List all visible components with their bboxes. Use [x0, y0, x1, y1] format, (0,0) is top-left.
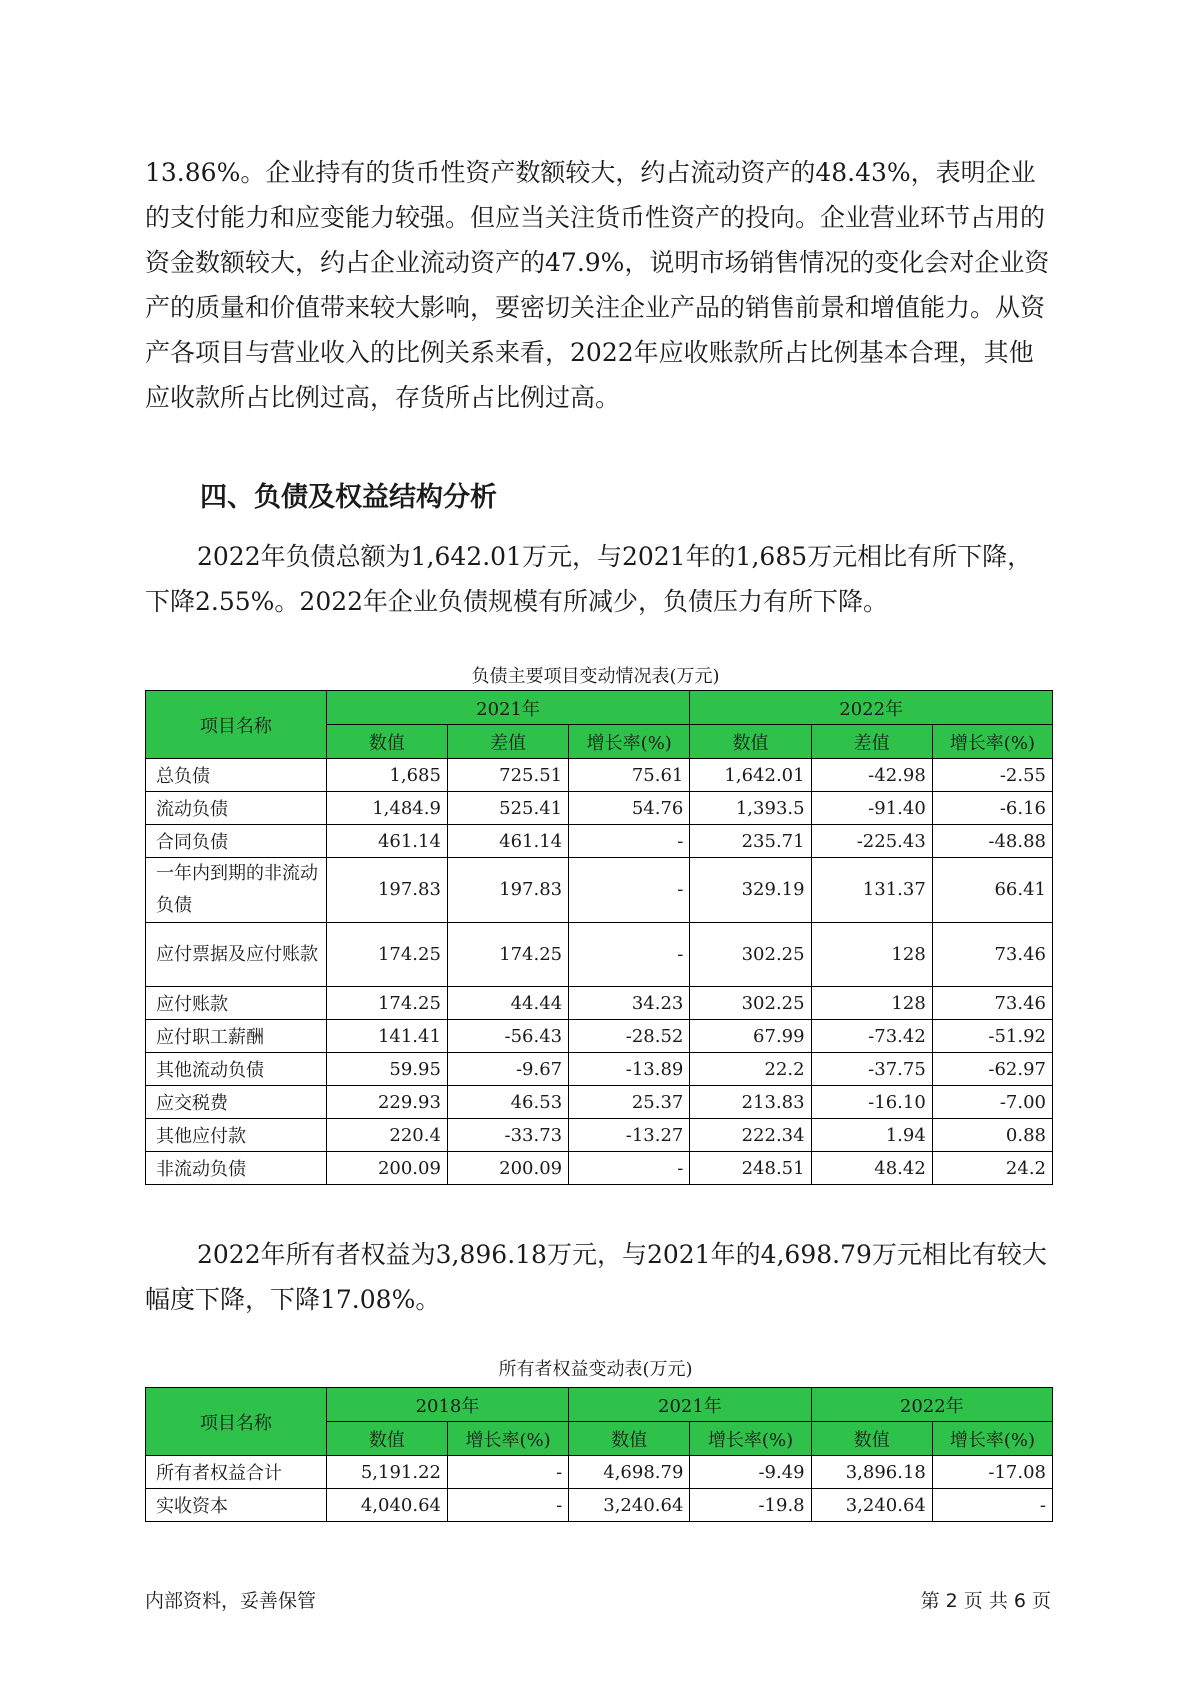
row-item-name: 总负债 [146, 759, 327, 792]
cell-r1: - [569, 825, 690, 858]
header-value: 数值 [326, 1422, 447, 1456]
cell-v1: 461.14 [326, 825, 447, 858]
row-item-name: 合同负债 [146, 825, 327, 858]
row-item-name: 非流动负债 [146, 1152, 327, 1185]
header-value: 数值 [690, 725, 811, 759]
cell-r1: - [447, 1489, 568, 1522]
cell-v2: 302.25 [690, 923, 811, 987]
cell-r2: -62.97 [932, 1053, 1052, 1086]
cell-v2: 213.83 [690, 1086, 811, 1119]
cell-v2: 1,393.5 [690, 792, 811, 825]
cell-d2: -73.42 [811, 1020, 932, 1053]
cell-d1: -9.67 [447, 1053, 568, 1086]
cell-d1: 200.09 [447, 1152, 568, 1185]
cell-r1: 25.37 [569, 1086, 690, 1119]
cell-v3: 3,896.18 [811, 1456, 932, 1489]
header-diff: 差值 [811, 725, 932, 759]
section-heading: 四、负债及权益结构分析 [200, 482, 497, 513]
footer-page-number: 第 2 页 共 6 页 [920, 1590, 1051, 1612]
table-row [146, 759, 1053, 792]
header-year-2018: 2018年 [326, 1388, 568, 1422]
cell-d2: -37.75 [811, 1053, 932, 1086]
cell-v1: 229.93 [326, 1086, 447, 1119]
table-row [146, 1053, 1053, 1086]
table-row [146, 1119, 1053, 1152]
cell-r1: -28.52 [569, 1020, 690, 1053]
liabilities-table-body [146, 759, 1053, 1185]
row-item-name: 实收资本 [146, 1489, 327, 1522]
table-row [146, 987, 1053, 1020]
cell-v1: 174.25 [326, 923, 447, 987]
cell-v3: 3,240.64 [811, 1489, 932, 1522]
paragraph-liability-summary: 2022年负债总额为1,642.01万元，与2021年的1,685万元相比有所下降，下降2.55%。2022年企业负债规模有所减少，负债压力有所下降。 [145, 542, 1033, 616]
cell-r2: -9.49 [690, 1456, 811, 1489]
header-item-name: 项目名称 [146, 691, 327, 759]
cell-d1: 197.83 [447, 858, 568, 923]
cell-v2: 67.99 [690, 1020, 811, 1053]
cell-v1: 141.41 [326, 1020, 447, 1053]
cell-d2: 1.94 [811, 1119, 932, 1152]
cell-r1: - [569, 1152, 690, 1185]
cell-d2: -42.98 [811, 759, 932, 792]
footer-confidential-note: 内部资料，妥善保管 [145, 1590, 317, 1612]
cell-v2: 248.51 [690, 1152, 811, 1185]
cell-d2: 128 [811, 987, 932, 1020]
cell-v2: 222.34 [690, 1119, 811, 1152]
equity-table-body [146, 1456, 1053, 1522]
table-caption-liabilities: 负债主要项目变动情况表(万元) [471, 666, 720, 687]
cell-r2: -48.88 [932, 825, 1052, 858]
cell-d2: -91.40 [811, 792, 932, 825]
row-item-name: 其他流动负债 [146, 1053, 327, 1086]
cell-r3: - [932, 1489, 1052, 1522]
cell-d1: 44.44 [447, 987, 568, 1020]
table-row [146, 1456, 1053, 1489]
row-item-name: 流动负债 [146, 792, 327, 825]
header-value: 数值 [811, 1422, 932, 1456]
cell-r1: - [569, 858, 690, 923]
liabilities-table [145, 690, 1053, 1185]
header-year-2021: 2021年 [326, 691, 690, 725]
header-diff: 差值 [447, 725, 568, 759]
header-year-2022: 2022年 [690, 691, 1053, 725]
header-year-2021: 2021年 [569, 1388, 811, 1422]
cell-r2: -7.00 [932, 1086, 1052, 1119]
table-row [146, 1086, 1053, 1119]
cell-v2: 235.71 [690, 825, 811, 858]
cell-v2: 3,240.64 [569, 1489, 690, 1522]
cell-r2: -2.55 [932, 759, 1052, 792]
row-item-name: 应付账款 [146, 987, 327, 1020]
cell-r2: -19.8 [690, 1489, 811, 1522]
row-item-name: 一年内到期的非流动负债 [146, 858, 327, 923]
cell-v1: 200.09 [326, 1152, 447, 1185]
cell-r2: 73.46 [932, 987, 1052, 1020]
cell-r1: - [569, 923, 690, 987]
cell-r3: -17.08 [932, 1456, 1052, 1489]
header-rate: 增长率(%) [690, 1422, 811, 1456]
header-rate: 增长率(%) [932, 1422, 1052, 1456]
cell-d1: 174.25 [447, 923, 568, 987]
cell-r2: 0.88 [932, 1119, 1052, 1152]
cell-r1: 34.23 [569, 987, 690, 1020]
row-item-name: 应付票据及应付账款 [146, 923, 327, 987]
table-caption-equity: 所有者权益变动表(万元) [498, 1359, 693, 1380]
cell-r1: - [447, 1456, 568, 1489]
cell-v2: 329.19 [690, 858, 811, 923]
header-year-2022: 2022年 [811, 1388, 1052, 1422]
cell-d2: 131.37 [811, 858, 932, 923]
cell-v2: 22.2 [690, 1053, 811, 1086]
cell-v1: 4,040.64 [326, 1489, 447, 1522]
table-row [146, 858, 1053, 923]
cell-d1: 525.41 [447, 792, 568, 825]
cell-v2: 4,698.79 [569, 1456, 690, 1489]
cell-d1: -33.73 [447, 1119, 568, 1152]
table-row [146, 1020, 1053, 1053]
table-row [146, 825, 1053, 858]
header-value: 数值 [569, 1422, 690, 1456]
cell-v1: 1,484.9 [326, 792, 447, 825]
header-item-name: 项目名称 [146, 1388, 327, 1456]
table-row [146, 1152, 1053, 1185]
cell-v2: 1,642.01 [690, 759, 811, 792]
cell-v2: 302.25 [690, 987, 811, 1020]
cell-d1: 461.14 [447, 825, 568, 858]
cell-v1: 59.95 [326, 1053, 447, 1086]
row-item-name: 所有者权益合计 [146, 1456, 327, 1489]
cell-r1: -13.89 [569, 1053, 690, 1086]
cell-d1: 46.53 [447, 1086, 568, 1119]
cell-d2: 128 [811, 923, 932, 987]
cell-r2: -51.92 [932, 1020, 1052, 1053]
cell-d2: -16.10 [811, 1086, 932, 1119]
cell-r1: 54.76 [569, 792, 690, 825]
equity-table [145, 1387, 1053, 1522]
cell-d2: -225.43 [811, 825, 932, 858]
cell-v1: 1,685 [326, 759, 447, 792]
table-row [146, 792, 1053, 825]
cell-r1: -13.27 [569, 1119, 690, 1152]
table-row [146, 923, 1053, 987]
table-row [146, 1489, 1053, 1522]
paragraph-asset-analysis: 13.86%。企业持有的货币性资产数额较大，约占流动资产的48.43%，表明企业的支付能力和应变能力较强。但应当关注货币性资产的投向。企业营业环节占用的资金数额较大，约占企业流动资产的47.9%，说明市场销售情况的变化会对企业资产的质量和价值带来较大影响，要密切关注企业产品的销售前景和增值能力。从资产各项目与营业收入的比例关系来看，2022年应收账款所占比例基本合理，其他应收款所占比例过高，存货所占比例过高。 [145, 158, 1050, 412]
cell-r2: 24.2 [932, 1152, 1052, 1185]
cell-v1: 220.4 [326, 1119, 447, 1152]
row-item-name: 应交税费 [146, 1086, 327, 1119]
header-value: 数值 [326, 725, 447, 759]
cell-d1: 725.51 [447, 759, 568, 792]
paragraph-equity-summary: 2022年所有者权益为3,896.18万元，与2021年的4,698.79万元相比有较大幅度下降，下降17.08%。 [145, 1240, 1047, 1314]
cell-r2: 73.46 [932, 923, 1052, 987]
cell-d1: -56.43 [447, 1020, 568, 1053]
header-rate: 增长率(%) [447, 1422, 568, 1456]
header-rate: 增长率(%) [932, 725, 1052, 759]
row-item-name: 应付职工薪酬 [146, 1020, 327, 1053]
cell-r1: 75.61 [569, 759, 690, 792]
cell-v1: 174.25 [326, 987, 447, 1020]
header-rate: 增长率(%) [569, 725, 690, 759]
cell-r2: 66.41 [932, 858, 1052, 923]
cell-r2: -6.16 [932, 792, 1052, 825]
cell-v1: 197.83 [326, 858, 447, 923]
cell-d2: 48.42 [811, 1152, 932, 1185]
row-item-name: 其他应付款 [146, 1119, 327, 1152]
cell-v1: 5,191.22 [326, 1456, 447, 1489]
